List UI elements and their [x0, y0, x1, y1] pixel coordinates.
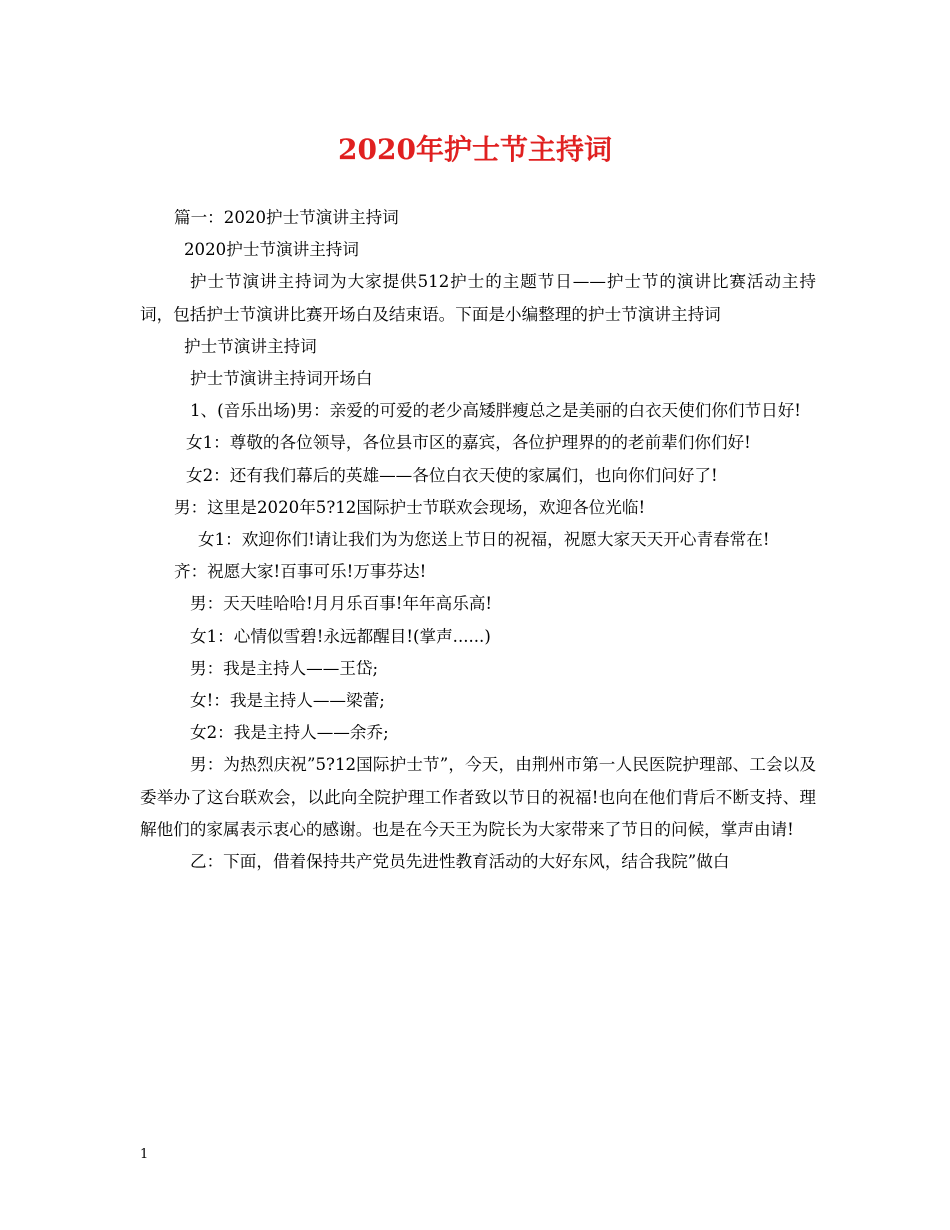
paragraph-dialogue: 女1：心情似雪碧!永远都醒目!(掌声......) — [190, 626, 491, 646]
document-title: 2020年护士节主持词 — [338, 133, 612, 166]
paragraph-dialogue: 1、(音乐出场)男：亲爱的可爱的老少高矮胖瘦总之是美丽的白衣天使们你们节日好! — [190, 401, 801, 421]
paragraph-heading: 护士节演讲主持词 — [184, 336, 317, 356]
document-body — [140, 202, 816, 878]
paragraph-dialogue: 男：天天哇哈哈!月月乐百事!年年高乐高! — [190, 594, 493, 614]
paragraph-dialogue: 女!：我是主持人——梁蕾; — [190, 691, 385, 711]
paragraph-section-heading: 篇一：2020护士节演讲主持词 — [174, 208, 399, 227]
paragraph-dialogue: 乙：下面，借着保持共产党员先进性教育活动的大好东风，结合我院”做白 — [190, 852, 730, 872]
paragraph-dialogue: 女2：我是主持人——余乔; — [190, 723, 389, 743]
paragraph-dialogue: 齐：祝愿大家!百事可乐!万事芬达! — [174, 562, 427, 582]
paragraph-dialogue: 男：我是主持人——王岱; — [190, 658, 379, 678]
paragraph-opening-heading: 护士节演讲主持词开场白 — [190, 369, 373, 389]
paragraph-dialogue: 男：这里是2020年5?12国际护士节联欢会现场，欢迎各位光临! — [174, 497, 646, 517]
paragraph-dialogue: 女1：尊敬的各位领导，各位县市区的嘉宾，各位护理界的的老前辈们你们好! — [186, 433, 751, 453]
paragraph-dialogue: 女1：欢迎你们!请让我们为为您送上节日的祝福，祝愿大家天天开心青春常在! — [198, 530, 770, 550]
paragraph-intro: 护士节演讲主持词为大家提供512护士的主题节日——护士节的演讲比赛活动主持词，包括护士节演讲比赛开场白及结束语。下面是小编整理的护士节演讲主持词 — [140, 272, 816, 324]
paragraph-dialogue: 男：为热烈庆祝”5?12国际护士节”，今天，由荆州市第一人民医院护理部、工会以及委举办了这台联欢会，以此向全院护理工作者致以节日的祝福!也向在他们背后不断支持、理解他们的家属表示衷心的感谢。也是在今天王为院长为大家带来了节日的问候，掌声由请! — [140, 755, 816, 839]
paragraph-subtitle: 2020护士节演讲主持词 — [184, 240, 359, 260]
paragraph-dialogue: 女2：还有我们幕后的英雄——各位白衣天使的家属们，也向你们问好了! — [186, 465, 718, 485]
page-number: 1 — [140, 1147, 149, 1162]
